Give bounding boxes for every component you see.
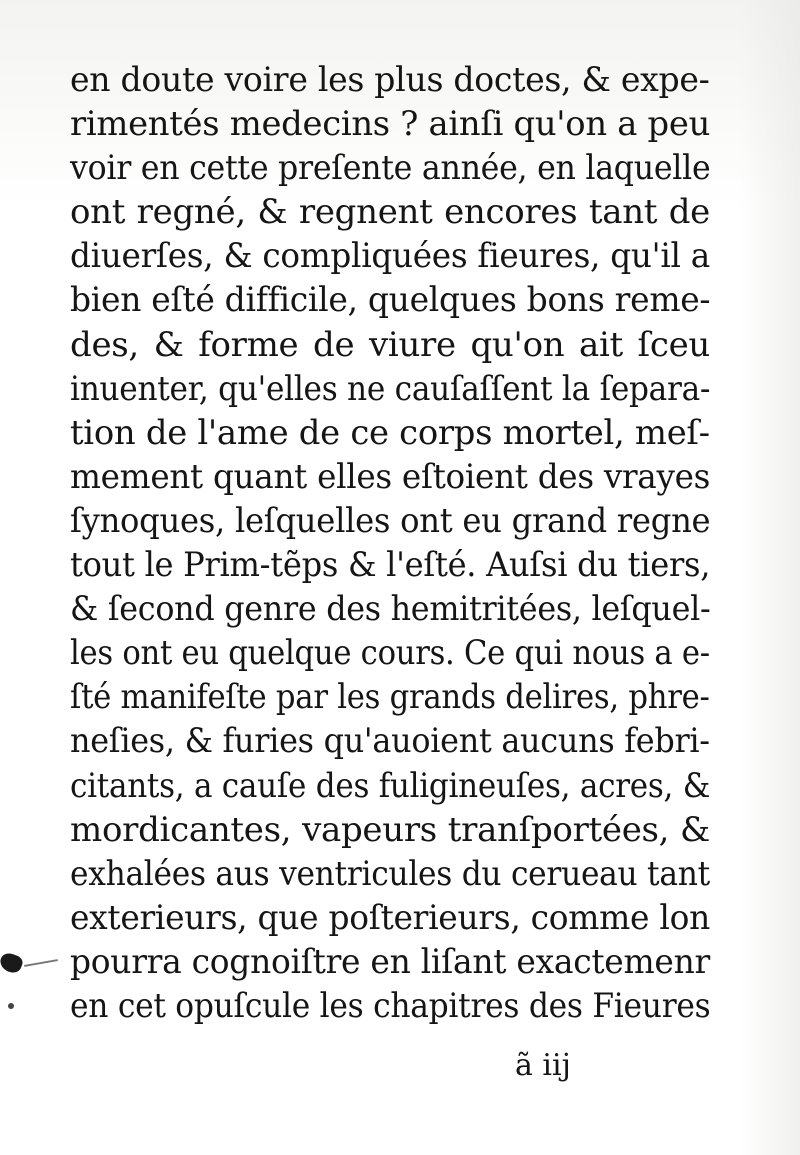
text-line: citants, a cauſe des fuligineuſes, acres, & <box>70 765 711 806</box>
text-line: & ſecond genre des hemitritées, leſquel- <box>70 589 711 630</box>
text-line: diuerſes, & compliquées fieures, qu'il a <box>70 236 710 277</box>
text-line: ont regné, & regnent encores tant de <box>70 192 710 233</box>
text-line: mement quant elles eſtoient des vrayes <box>70 456 711 497</box>
ink-blot <box>0 951 24 975</box>
text-line: ſté manifeſte par les grands delires, phre- <box>70 677 710 718</box>
text-line: ſynoques, leſquelles ont eu grand regne <box>70 500 711 541</box>
text-line: rimentés medecins ? ainſi qu'on a peu <box>70 104 711 145</box>
text-line: bien eſté difficile, quelques bons reme- <box>70 280 711 321</box>
text-line: tion de l'ame de ce corps mortel, meſ- <box>70 412 710 453</box>
page-edge-shadow <box>740 0 800 1155</box>
text-line: des, & forme de viure qu'on ait ſceu <box>70 324 710 365</box>
text-line: mordicantes, vapeurs tranſportées, & <box>70 809 710 850</box>
text-line: en doute voire les plus doctes, & expe- <box>70 60 710 100</box>
ink-stroke <box>24 959 58 967</box>
text-line: exhalées aus ventricules du cerueau tant <box>70 853 710 894</box>
text-line: les ont eu quelque cours. Ce qui nous a e- <box>70 633 710 674</box>
body-text <box>70 58 710 1028</box>
ink-dot <box>8 1003 14 1009</box>
text-line: neſies, & furies qu'auoient aucuns febri- <box>70 721 710 762</box>
text-line: pourra cognoiſtre en liſant exactemenr <box>70 941 710 982</box>
text-line: en cet opuſcule les chapitres des Fieures <box>70 985 711 1026</box>
text-line: voir en cette preſente année, en laquelle <box>70 148 711 189</box>
text-line: inuenter, qu'elles ne cauſaſſent la ſepara- <box>70 368 711 409</box>
signature-mark: ã iij <box>515 1048 571 1083</box>
text-line: exterieurs, que poſterieurs, comme lon <box>70 897 710 938</box>
text-line: tout le Prim-tẽps & l'eſté. Auſsi du tiers, <box>70 545 711 586</box>
